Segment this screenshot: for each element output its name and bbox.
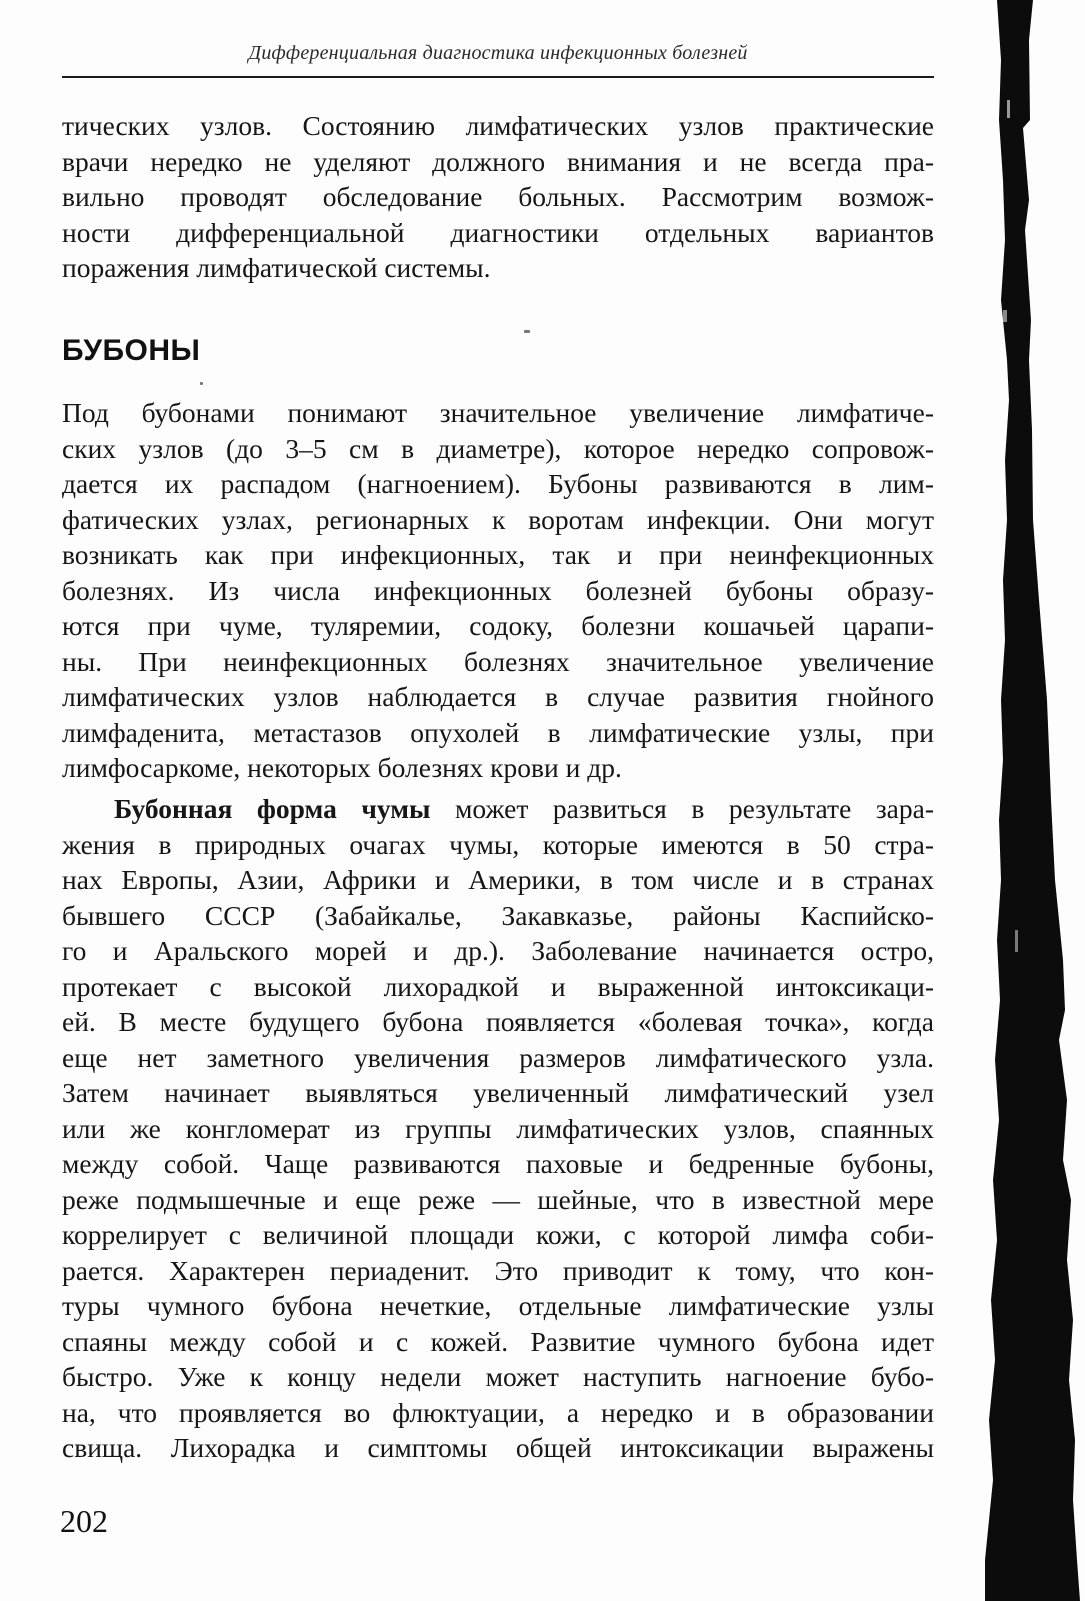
paragraph-1 <box>62 108 934 286</box>
header-rule <box>62 76 934 78</box>
section-heading: БУБОНЫ <box>62 334 201 367</box>
text-line: поражения лимфатической системы. <box>62 252 491 283</box>
scan-speck <box>524 330 530 333</box>
text-line: ности дифференциальной диагностики отдельных вариантов <box>62 216 934 248</box>
text-line: коррелирует с величиной площади кожи, с которой лимфа соби- <box>62 1219 934 1250</box>
running-title: Дифференциальная диагностика инфекционных болезней <box>248 42 748 64</box>
text-line: возникать как при инфекционных, так и при неинфекционных <box>62 539 934 570</box>
text-line: свища. Лихорадка и симптомы общей интоксикации выражены <box>62 1432 934 1463</box>
page-number: 202 <box>60 1503 108 1539</box>
text-line: реже подмышечные и еще реже — шейные, что в известной мере <box>62 1183 934 1215</box>
paragraph-3 <box>62 791 934 1466</box>
text-line: ей. В месте будущего бубона появляется «болевая точка», когда <box>62 1006 934 1037</box>
text-line: го и Аральского морей и др.). Заболевание начинается остро, <box>62 935 934 966</box>
text-line: ны. При неинфекционных болезнях значительное увеличение <box>62 645 934 677</box>
text-line: дается их распадом (нагноением). Бубоны развиваются в лим- <box>62 468 934 499</box>
text-line: между собой. Чаще развиваются паховые и бедренные бубоны, <box>62 1148 934 1179</box>
text-line: рается. Характерен периаденит. Это приводит к тому, что кон- <box>62 1254 934 1286</box>
text-line: врачи нередко не уделяют должного внимания и не всегда пра- <box>62 145 934 177</box>
text-line: еще нет заметного увеличения размеров лимфатического узла. <box>62 1041 934 1073</box>
text-line: или же конгломерат из группы лимфатических узлов, спаянных <box>62 1112 934 1144</box>
text-line: нах Европы, Азии, Африки и Америки, в том числе и в странах <box>62 864 934 895</box>
text-line: ются при чуме, туляремии, содоку, болезни кошачьей царапи- <box>62 610 934 641</box>
scan-speck <box>200 382 203 385</box>
text-line: фатических узлах, регионарных к воротам инфекции. Они могут <box>62 503 934 535</box>
text-line: спаяны между собой и с кожей. Развитие чумного бубона идет <box>62 1325 934 1357</box>
text-line: ских узлов (до 3–5 см в диаметре), которое нередко сопровож- <box>62 432 934 464</box>
text-line: жения в природных очагах чумы, которые имеются в 50 стра- <box>62 828 934 860</box>
text-line: лимфаденита, метастазов опухолей в лимфатические узлы, при <box>62 716 934 748</box>
text-line: быстро. Уже к концу недели может наступить нагноение бубо- <box>62 1361 934 1392</box>
paragraph-2 <box>62 395 934 786</box>
text-line-first <box>62 791 934 827</box>
text-line: лимфатических узлов наблюдается в случае развития гнойного <box>62 681 934 712</box>
text-line: на, что проявляется во флюктуации, а нередко и в образовании <box>62 1396 934 1428</box>
text-line: бывшего СССР (Забайкалье, Закавказье, районы Каспийско- <box>62 899 934 931</box>
text-line: тических узлов. Состоянию лимфатических узлов практические <box>62 110 934 141</box>
text-line: вильно проводят обследование больных. Рассмотрим возмож- <box>62 181 934 212</box>
first-line-rest: может развиться в результате зара- <box>430 793 934 824</box>
text-line: Под бубонами понимают значительное увеличение лимфатиче- <box>62 397 934 428</box>
text-line: лимфосаркоме, некоторых болезнях крови и др. <box>62 752 622 783</box>
text-line: болезнях. Из числа инфекционных болезней бубоны образу- <box>62 574 934 606</box>
text-line: туры чумного бубона нечеткие, отдельные лимфатические узлы <box>62 1290 934 1321</box>
bold-lead-term: Бубонная форма чумы <box>114 793 431 824</box>
scan-edge-shadow <box>985 0 1085 1601</box>
text-line: Затем начинает выявляться увеличенный лимфатический узел <box>62 1077 934 1108</box>
text-line: протекает с высокой лихорадкой и выраженной интоксикаци- <box>62 970 934 1002</box>
